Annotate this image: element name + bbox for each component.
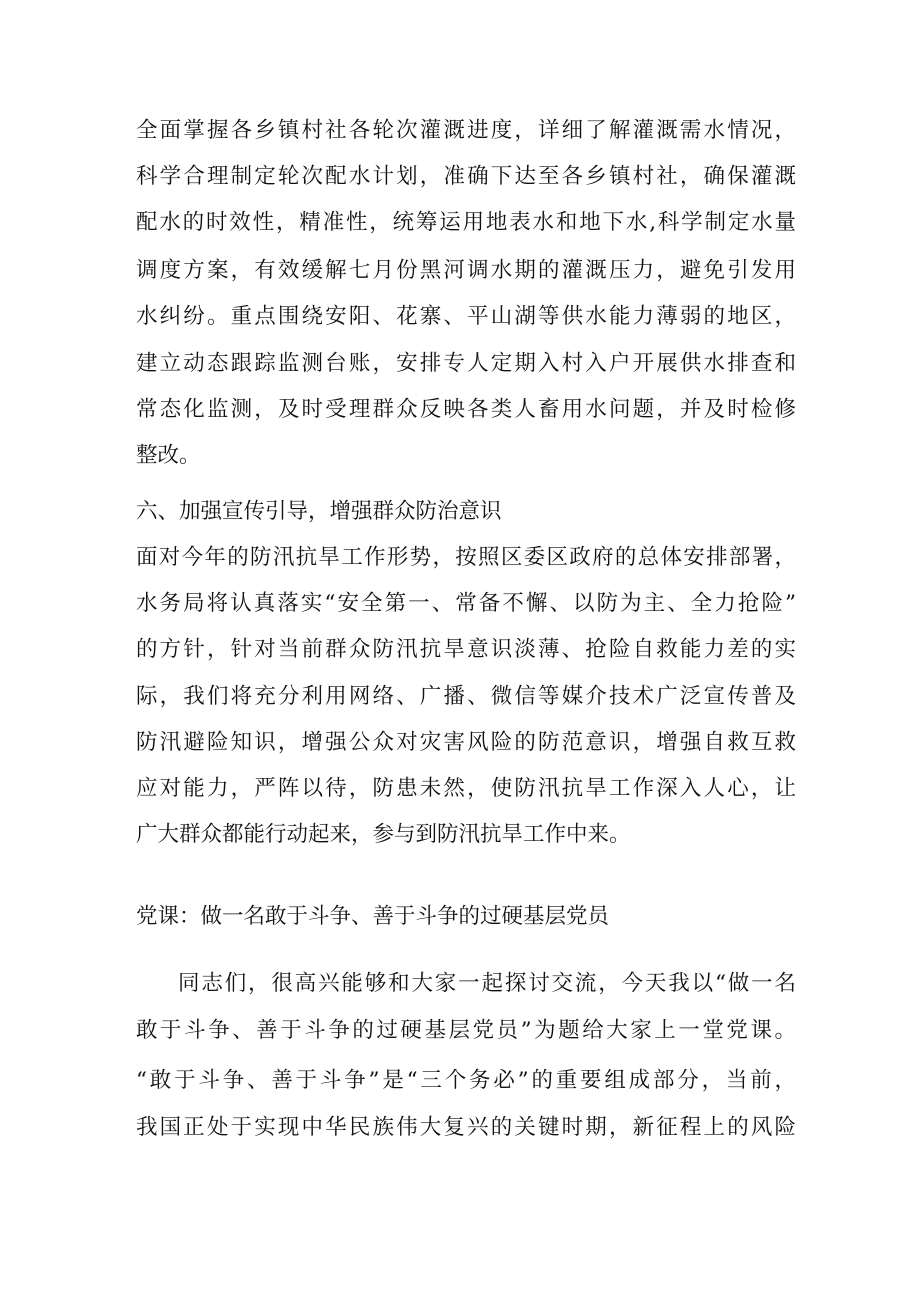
section-heading: 六、加强宣传引导，增强群众防治意识: [136, 499, 502, 524]
paragraph-line: 科学合理制定轮次配水计划，准确下达至各乡镇村社，确保灌溉: [136, 164, 796, 189]
lecture-title: 党课：做一名敢于斗争、善于斗争的过硬基层党员: [136, 904, 610, 929]
paragraph-line: 防汛避险知识，增强公众对灾害风险的防范意识，增强自救互救: [136, 730, 796, 755]
paragraph-line: 际，我们将充分利用网络、广播、微信等媒介技术广泛宣传普及: [136, 684, 796, 709]
paragraph-line: 面对今年的防汛抗旱工作形势，按照区委区政府的总体安排部署，: [136, 545, 796, 570]
paragraph-line: 整改。: [136, 443, 201, 468]
paragraph-line: 同志们，很高兴能够和大家一起探讨交流，今天我以“做一名: [178, 971, 796, 996]
paragraph-line: 水务局将认真落实“安全第一、常备不懈、以防为主、全力抢险”: [136, 591, 796, 616]
paragraph-line: 常态化监测，及时受理群众反映各类人畜用水问题，并及时检修: [136, 397, 796, 422]
paragraph-line: 全面掌握各乡镇村社各轮次灌溉进度，详细了解灌溉需水情况，: [136, 118, 796, 143]
paragraph-line: 广大群众都能行动起来，参与到防汛抗旱工作中来。: [136, 822, 631, 847]
paragraph-line: 调度方案，有效缓解七月份黑河调水期的灌溉压力，避免引发用: [136, 258, 796, 283]
paragraph-line: 的方针，针对当前群众防汛抗旱意识淡薄、抢险自救能力差的实: [136, 637, 796, 662]
paragraph-line: 水纠纷。重点围绕安阳、花寨、平山湖等供水能力薄弱的地区，: [136, 304, 796, 329]
paragraph-line: 配水的时效性，精准性，统筹运用地表水和地下水,科学制定水量: [136, 210, 796, 235]
paragraph-line: 我国正处于实现中华民族伟大复兴的关键时期，新征程上的风险: [136, 1115, 796, 1140]
paragraph-line: “敢于斗争、善于斗争”是“三个务必”的重要组成部分，当前，: [136, 1068, 796, 1093]
paragraph-line: 应对能力，严阵以待，防患未然，使防汛抗旱工作深入人心，让: [136, 776, 796, 801]
paragraph-line: 敢于斗争、善于斗争的过硬基层党员”为题给大家上一堂党课。: [136, 1018, 796, 1043]
paragraph-line: 建立动态跟踪监测台账，安排专人定期入村入户开展供水排查和: [136, 351, 796, 376]
